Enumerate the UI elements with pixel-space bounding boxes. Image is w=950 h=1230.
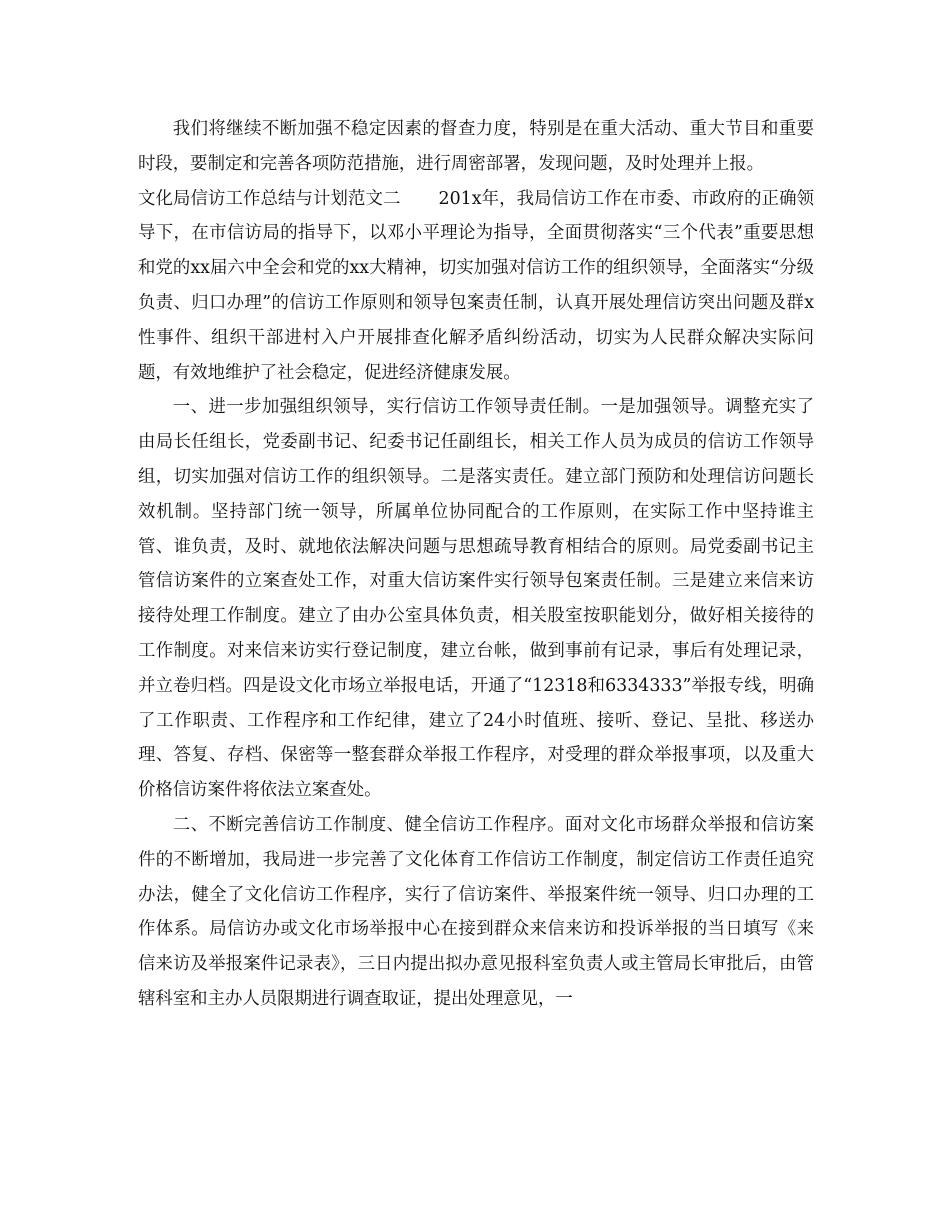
paragraph-2	[138, 182, 814, 391]
document-body	[138, 112, 814, 1017]
paragraph-4: 二、不断完善信访工作制度、健全信访工作程序。面对文化市场群众举报和信访案件的不断增加，我局进一步完善了文化体育工作信访工作制度，制定信访工作责任追究办法，健全了文化信访工作程序，实行了信访案件、举报案件统一领导、归口办理的工作体系。局信访办或文化市场举报中心在接到群众来信来访和投诉举报的当日填写《来信来访及举报案件记录表》，三日内提出拟办意见报科室负责人或主管局长审批后，由管辖科室和主办人员限期进行调查取证，提出处理意见，一	[138, 814, 814, 1009]
paragraph-1: 我们将继续不断加强不稳定因素的督查力度，特别是在重大活动、重大节目和重要时段，要制定和完善各项防范措施，进行周密部署，发现问题，及时处理并上报。	[138, 119, 814, 174]
paragraph-3: 一、进一步加强组织领导，实行信访工作领导责任制。一是加强领导。调整充实了由局长任组长，党委副书记、纪委书记任副组长，相关工作人员为成员的信访工作领导组，切实加强对信访工作的组织领导。二是落实责任。建立部门预防和处理信访问题长效机制。坚持部门统一领导，所属单位协同配合的工作原则，在实际工作中坚持谁主管、谁负责，及时、就地依法解决问题与思想疏导教育相结合的原则。局党委副书记主管信访案件的立案查处工作，对重大信访案件实行领导包案责任制。三是建立来信来访接待处理工作制度。建立了由办公室具体负责，相关股室按职能划分，做好相关接待的工作制度。对来信来访实行登记制度，建立台帐，做到事前有记录，事后有处理记录，并立卷归档。四是设文化市场立举报电话，开通了“12318和6334333”举报专线，明确了工作职责、工作程序和工作纪律，建立了24小时值班、接听、登记、呈批、移送办理、答复、存档、保密等一整套群众举报工作程序，对受理的群众举报事项，以及重大价格信访案件将依法立案查处。	[138, 397, 814, 801]
section-title: 文化局信访工作总结与计划范文二	[138, 188, 401, 209]
paragraph-2-text: 201x年，我局信访工作在市委、市政府的正确领导下，在市信访局的指导下，以邓小平理论为指导，全面贯彻落实“三个代表”重要思想和党的xx届六中全会和党的xx大精神，切实加强对信访工作的组织领导，全面落实“分级负责、归口办理”的信访工作原则和领导包案责任制，认真开展处理信访突出问题及群x性事件、组织干部进村入户开展排查化解矛盾纠纷活动，切实为人民群众解决实际问题，有效地维护了社会稳定，促进经济健康发展。	[138, 188, 814, 383]
